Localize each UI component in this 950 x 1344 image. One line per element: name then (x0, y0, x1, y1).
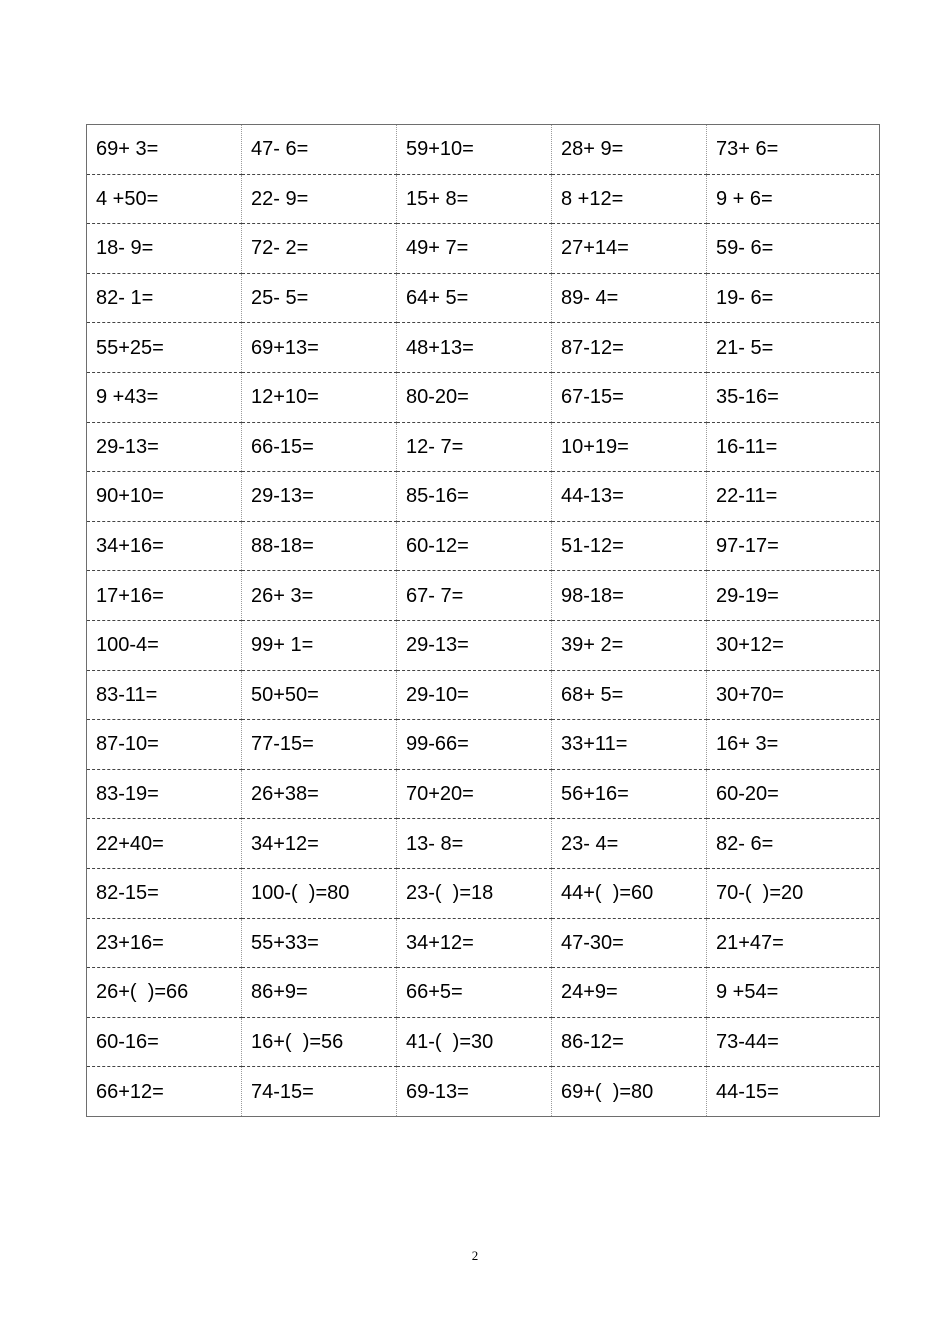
problem-cell: 48+13= (397, 323, 552, 373)
problem-cell: 73+ 6= (707, 125, 880, 175)
problem-cell: 23-( )=18 (397, 868, 552, 918)
problem-cell: 60-12= (397, 521, 552, 571)
problem-cell: 23- 4= (552, 819, 707, 869)
problem-cell: 44+( )=60 (552, 868, 707, 918)
problem-cell: 34+16= (87, 521, 242, 571)
problem-cell: 27+14= (552, 224, 707, 274)
problem-cell: 98-18= (552, 571, 707, 621)
table-row (87, 968, 880, 1018)
problem-cell: 8 +12= (552, 174, 707, 224)
page-number: 2 (471, 1248, 479, 1263)
problem-cell: 88-18= (242, 521, 397, 571)
table-row (87, 174, 880, 224)
problem-cell: 66+5= (397, 968, 552, 1018)
problem-cell: 59+10= (397, 125, 552, 175)
problem-cell: 30+70= (707, 670, 880, 720)
problem-cell: 80-20= (397, 372, 552, 422)
problem-cell: 83-11= (87, 670, 242, 720)
problem-cell: 29-13= (397, 620, 552, 670)
problem-cell: 44-13= (552, 472, 707, 522)
problem-cell: 29-19= (707, 571, 880, 621)
problem-cell: 22-11= (707, 472, 880, 522)
problem-cell: 86-12= (552, 1017, 707, 1067)
table-row (87, 769, 880, 819)
problem-cell: 55+25= (87, 323, 242, 373)
problem-cell: 15+ 8= (397, 174, 552, 224)
problem-cell: 34+12= (397, 918, 552, 968)
table-row (87, 918, 880, 968)
problem-cell: 26+ 3= (242, 571, 397, 621)
table-row (87, 670, 880, 720)
problem-cell: 22- 9= (242, 174, 397, 224)
problem-cell: 66-15= (242, 422, 397, 472)
problem-cell: 34+12= (242, 819, 397, 869)
problem-cell: 68+ 5= (552, 670, 707, 720)
table-row (87, 521, 880, 571)
problem-cell: 39+ 2= (552, 620, 707, 670)
table-row (87, 868, 880, 918)
problem-cell: 85-16= (397, 472, 552, 522)
problem-cell: 19- 6= (707, 273, 880, 323)
problem-cell: 74-15= (242, 1067, 397, 1117)
table-row (87, 720, 880, 770)
table-row (87, 1017, 880, 1067)
problem-cell: 50+50= (242, 670, 397, 720)
problem-cell: 89- 4= (552, 273, 707, 323)
problem-cell: 69+( )=80 (552, 1067, 707, 1117)
problem-cell: 9 +43= (87, 372, 242, 422)
arithmetic-worksheet-table (86, 124, 880, 1117)
table-row (87, 422, 880, 472)
problem-cell: 82- 6= (707, 819, 880, 869)
problem-cell: 70+20= (397, 769, 552, 819)
table-row (87, 1067, 880, 1117)
problem-cell: 67-15= (552, 372, 707, 422)
problem-cell: 83-19= (87, 769, 242, 819)
problem-cell: 13- 8= (397, 819, 552, 869)
problem-cell: 33+11= (552, 720, 707, 770)
problem-cell: 86+9= (242, 968, 397, 1018)
problem-cell: 77-15= (242, 720, 397, 770)
problem-cell: 21- 5= (707, 323, 880, 373)
worksheet-body (87, 125, 880, 1117)
problem-cell: 29-13= (87, 422, 242, 472)
problem-cell: 12- 7= (397, 422, 552, 472)
problem-cell: 18- 9= (87, 224, 242, 274)
table-row (87, 323, 880, 373)
problem-cell: 99-66= (397, 720, 552, 770)
problem-cell: 69+13= (242, 323, 397, 373)
problem-cell: 82- 1= (87, 273, 242, 323)
problem-cell: 64+ 5= (397, 273, 552, 323)
problem-cell: 16+ 3= (707, 720, 880, 770)
problem-cell: 69-13= (397, 1067, 552, 1117)
problem-cell: 29-13= (242, 472, 397, 522)
problem-cell: 69+ 3= (87, 125, 242, 175)
problem-cell: 73-44= (707, 1017, 880, 1067)
problem-cell: 4 +50= (87, 174, 242, 224)
table-row (87, 620, 880, 670)
problem-cell: 9 +54= (707, 968, 880, 1018)
problem-cell: 29-10= (397, 670, 552, 720)
table-row (87, 819, 880, 869)
problem-cell: 16+( )=56 (242, 1017, 397, 1067)
problem-cell: 100-( )=80 (242, 868, 397, 918)
problem-cell: 44-15= (707, 1067, 880, 1117)
problem-cell: 35-16= (707, 372, 880, 422)
problem-cell: 47-30= (552, 918, 707, 968)
problem-cell: 72- 2= (242, 224, 397, 274)
problem-cell: 47- 6= (242, 125, 397, 175)
problem-cell: 67- 7= (397, 571, 552, 621)
problem-cell: 59- 6= (707, 224, 880, 274)
problem-cell: 82-15= (87, 868, 242, 918)
problem-cell: 49+ 7= (397, 224, 552, 274)
problem-cell: 17+16= (87, 571, 242, 621)
table-row (87, 372, 880, 422)
problem-cell: 25- 5= (242, 273, 397, 323)
problem-cell: 12+10= (242, 372, 397, 422)
problem-cell: 70-( )=20 (707, 868, 880, 918)
problem-cell: 26+38= (242, 769, 397, 819)
problem-cell: 16-11= (707, 422, 880, 472)
problem-cell: 55+33= (242, 918, 397, 968)
table-row (87, 571, 880, 621)
problem-cell: 41-( )=30 (397, 1017, 552, 1067)
problem-cell: 90+10= (87, 472, 242, 522)
problem-cell: 60-20= (707, 769, 880, 819)
problem-cell: 87-10= (87, 720, 242, 770)
table-row (87, 224, 880, 274)
problem-cell: 99+ 1= (242, 620, 397, 670)
problem-cell: 21+47= (707, 918, 880, 968)
problem-cell: 22+40= (87, 819, 242, 869)
problem-cell: 87-12= (552, 323, 707, 373)
problem-cell: 97-17= (707, 521, 880, 571)
table-row (87, 273, 880, 323)
problem-cell: 28+ 9= (552, 125, 707, 175)
problem-cell: 51-12= (552, 521, 707, 571)
problem-cell: 100-4= (87, 620, 242, 670)
table-row (87, 472, 880, 522)
problem-cell: 24+9= (552, 968, 707, 1018)
problem-cell: 26+( )=66 (87, 968, 242, 1018)
problem-cell: 56+16= (552, 769, 707, 819)
problem-cell: 9 + 6= (707, 174, 880, 224)
problem-cell: 60-16= (87, 1017, 242, 1067)
table-row (87, 125, 880, 175)
problem-cell: 23+16= (87, 918, 242, 968)
problem-cell: 30+12= (707, 620, 880, 670)
problem-cell: 10+19= (552, 422, 707, 472)
problem-cell: 66+12= (87, 1067, 242, 1117)
